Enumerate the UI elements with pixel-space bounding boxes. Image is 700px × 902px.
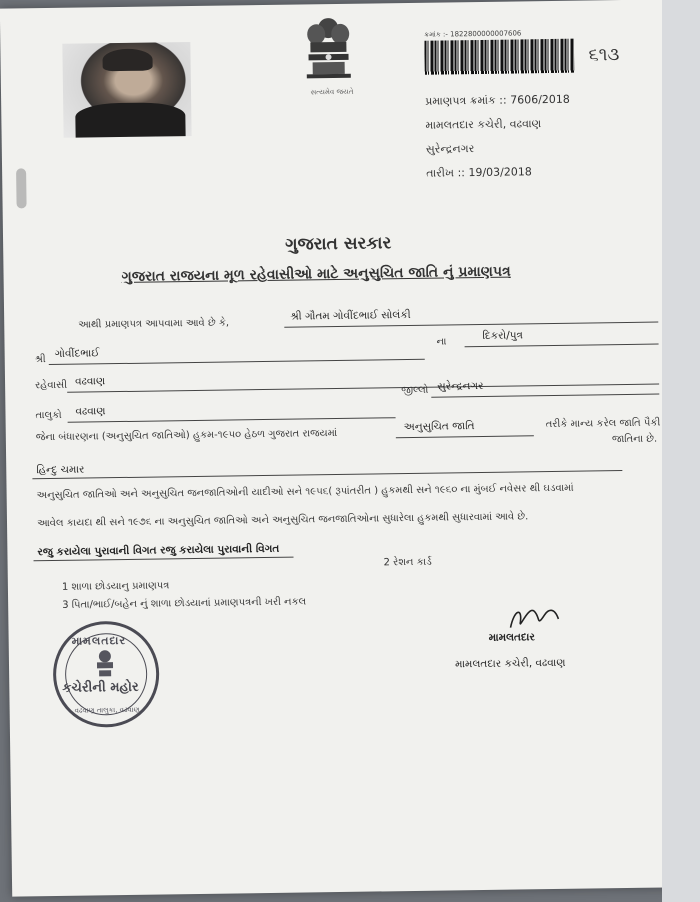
office-seal: મામલતદાર કચેરીની મહોર વઢવાણ તાલુકા, વઢવાણ <box>52 621 159 728</box>
evidence-heading: રજુ કરાયેલા પુરાવાની વિગત રજુ કરાયેલા પુરાવાની વિગત <box>37 542 280 559</box>
rules-paragraph-1: અનુસુચિત જાતિઓ અને અનુસુચિત જનજાતિઓની યાદીઓ સને ૧૯૫૬( રૂપાંતરીત ) હુકમથી સને ૧૯૬૦ ના મુંબઈ નવેસર થી ઘડવામાં <box>36 482 574 502</box>
jillo-label: જીલ્લો <box>401 384 429 397</box>
background-edge <box>662 0 700 902</box>
signatory-office: મામલતદાર કચેરી, વઢવાણ <box>454 656 566 671</box>
relation-value: દિકરો/પુત્ર <box>482 329 524 342</box>
taluka-value: વઢવાણ <box>75 405 106 418</box>
handwritten-number: ૬૧૩ <box>588 44 620 66</box>
caste-value: અનુસુચિત જાતિ <box>403 420 475 434</box>
document-subtitle: ગુજરાત રાજયના મૂળ રહેવાસીઓ માટે અનુસુચિત જાતિ નું પ્રમાણપત્ર <box>121 263 511 286</box>
barcode-label: ક્રમાંક :- 1822800000007606 <box>424 29 522 39</box>
resident-value: વઢવાણ <box>74 375 106 388</box>
evidence-item: 1 શાળા છોડયાનુ પ્રમાણપત્ર <box>61 580 170 593</box>
resident-label: રહેવાસી <box>35 379 68 392</box>
jati-text: જાતિના છે. <box>611 433 658 446</box>
father-name: ગોવીંદભાઈ <box>54 347 100 360</box>
taluka-label: તાલુકો <box>35 409 62 422</box>
national-emblem-icon <box>300 14 357 95</box>
applicant-name: શ્રી ગૌતમ ગોવીંદભાઈ સોલંકી <box>290 308 411 323</box>
issue-date: તારીખ :: 19/03/2018 <box>426 165 532 180</box>
intro-text: આથી પ્રમાણપત્ર આપવામા આવે છે કે, <box>78 317 230 331</box>
father-prefix: શ્રી <box>34 354 46 366</box>
jillo-value: સુરેન્દ્રનગર <box>437 379 484 393</box>
barcode <box>424 39 574 75</box>
evidence-item: 2 રેશન કાર્ડ <box>383 556 432 569</box>
issuing-district: સુરેન્દ્રનગર <box>425 142 475 156</box>
son-of-label: ના <box>436 336 447 348</box>
seal-emblem-icon <box>92 648 118 678</box>
applicant-photo <box>62 42 191 138</box>
paper-shadow <box>16 168 27 208</box>
law-text: જેના બંધારણના (અનુસુચિત જાતિઓ) હુકમ-૧૯૫૦ હેઠળ ગુજરાત રાજયમાં <box>35 428 338 444</box>
document-title: ગુજરાત સરકાર <box>285 233 392 255</box>
evidence-item: 3 પિતા/ભાઈ/બહેન નું શાળા છોડયાનાં પ્રમાણપત્રની ખરી નકલ <box>62 596 307 611</box>
signatory-title: મામલતદાર <box>488 631 535 644</box>
hindu-caste: હિન્દુ ચમાર <box>36 463 85 477</box>
emblem-motto: સત્યમેવ જયતે <box>310 87 354 97</box>
recognized-text: તરીકે માન્ય કરેલ જાતિ પૈકી <box>545 417 661 431</box>
issuing-office: મામલતદાર કચેરી, વઢવાણ <box>425 117 542 132</box>
certificate-number: પ્રમાણપત્ર ક્રમાંક :: 7606/2018 <box>425 92 570 108</box>
signature-mark <box>504 601 564 634</box>
rules-paragraph-2: આવેલ કાયદા થી સને ૧૯૭૬ ના અનુસુચિત જાતિઓ અને અનુસુચિત જનજાતિઓના સુધારેલા હુકમથી સુધારવામાં આવે છે. <box>36 511 529 530</box>
